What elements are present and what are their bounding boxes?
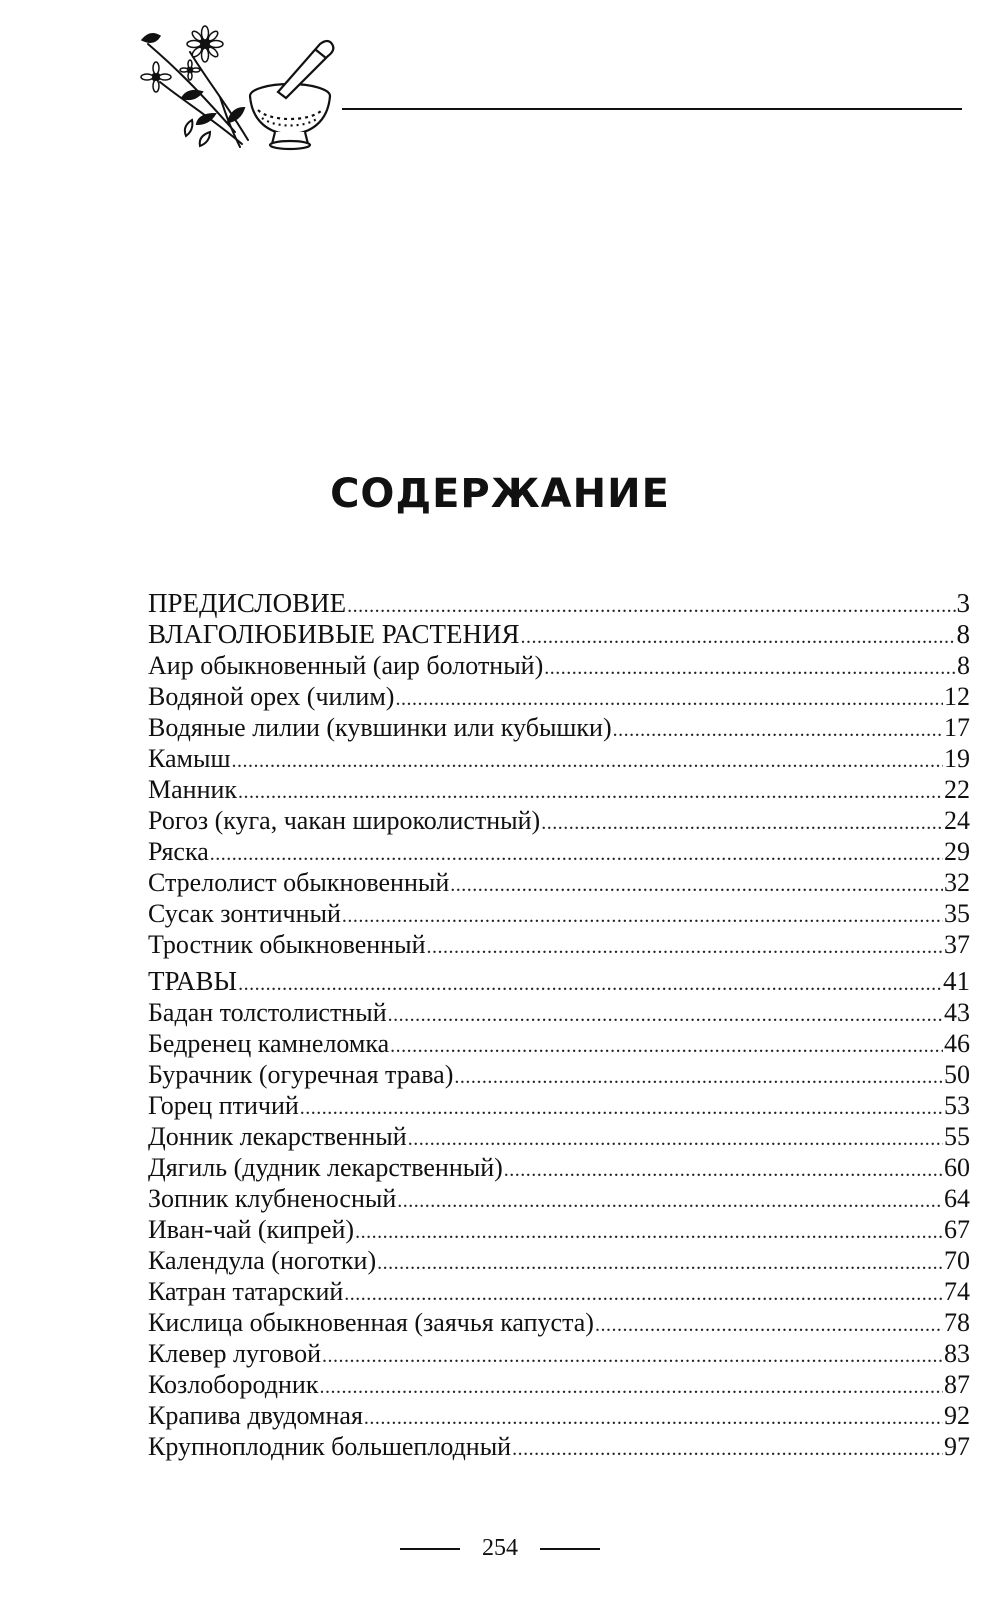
toc-page-number: 24 xyxy=(944,806,970,835)
toc-entry-label: Крупноплодник большеплодный xyxy=(148,1432,512,1461)
toc-entry-row xyxy=(148,1338,970,1369)
toc-entry-label: Бурачник (огуречная трава) xyxy=(148,1060,454,1089)
toc-page-number: 64 xyxy=(944,1184,970,1213)
toc-entry-label: Рогоз (куга, чакан широколистный) xyxy=(148,806,541,835)
toc-entry-row xyxy=(148,836,970,867)
toc-page-number: 97 xyxy=(944,1432,970,1461)
toc-page-number: 50 xyxy=(944,1060,970,1089)
toc-page-number: 17 xyxy=(944,713,970,742)
toc-page-number: 35 xyxy=(944,899,970,928)
toc-entry-row xyxy=(148,997,970,1028)
toc-page-number: 87 xyxy=(944,1370,970,1399)
toc-entry-label: Кислица обыкновенная (заячья капуста) xyxy=(148,1308,594,1337)
toc-entry-row xyxy=(148,1369,970,1400)
toc-leader-dots xyxy=(613,715,943,746)
toc-entry-row xyxy=(148,1214,970,1245)
toc-entry-row xyxy=(148,1152,970,1183)
toc-entry-row xyxy=(148,1090,970,1121)
toc-page-number: 53 xyxy=(944,1091,970,1120)
toc-entry-row xyxy=(148,867,970,898)
toc-entry-label: Зопник клубненосный xyxy=(148,1184,397,1213)
toc-entry-row xyxy=(148,1431,970,1462)
toc-leader-dots xyxy=(322,1341,943,1372)
footer-dash-left xyxy=(400,1548,460,1550)
toc-entry-row xyxy=(148,712,970,743)
toc-entry-label: Козлобородник xyxy=(148,1370,319,1399)
toc-entry-row xyxy=(148,1307,970,1338)
toc-entry-row xyxy=(148,898,970,929)
toc-page-number: 22 xyxy=(944,775,970,804)
toc-leader-dots xyxy=(408,1124,943,1155)
toc-page-number: 37 xyxy=(944,930,970,959)
toc-entry-label: Водяные лилии (кувшинки или кубышки) xyxy=(148,713,612,742)
toc-page-number: 43 xyxy=(944,998,970,1027)
toc-entry-row xyxy=(148,1121,970,1152)
footer-dash-right xyxy=(540,1548,600,1550)
toc-entry-label: Донник лекарственный xyxy=(148,1122,407,1151)
toc-leader-dots xyxy=(388,1000,943,1031)
toc-section-row xyxy=(148,619,970,650)
toc-section-row xyxy=(148,588,970,619)
toc-leader-dots xyxy=(520,622,955,653)
toc-entry-label: Тростник обыкновенный xyxy=(148,930,426,959)
table-of-contents xyxy=(148,588,970,1462)
toc-leader-dots xyxy=(390,1031,943,1062)
toc-page-number: 8 xyxy=(956,619,970,649)
toc-entry-label: Календула (ноготки) xyxy=(148,1246,377,1275)
toc-leader-dots xyxy=(238,969,942,1000)
toc-page-number: 83 xyxy=(944,1339,970,1368)
toc-page-number: 19 xyxy=(944,744,970,773)
toc-entry-label: Бедренец камнеломка xyxy=(148,1029,390,1058)
toc-leader-dots xyxy=(454,1062,943,1093)
toc-entry-label: ВЛАГОЛЮБИВЫЕ РАСТЕНИЯ xyxy=(148,619,520,649)
toc-leader-dots xyxy=(397,1186,943,1217)
toc-leader-dots xyxy=(231,746,943,777)
toc-entry-row xyxy=(148,1059,970,1090)
toc-leader-dots xyxy=(347,591,955,622)
toc-leader-dots xyxy=(377,1248,943,1279)
toc-leader-dots xyxy=(238,777,943,808)
toc-section-row xyxy=(148,966,970,997)
toc-leader-dots xyxy=(210,839,943,870)
toc-page-number: 8 xyxy=(957,651,970,680)
toc-page-number: 3 xyxy=(956,588,970,618)
toc-entry-row xyxy=(148,1183,970,1214)
herb-mortar-pestle-icon xyxy=(130,22,345,162)
toc-entry-label: Клевер луговой xyxy=(148,1339,322,1368)
toc-leader-dots xyxy=(395,684,943,715)
toc-entry-label: Аир обыкновенный (аир болотный) xyxy=(148,651,544,680)
toc-entry-label: Сусак зонтичный xyxy=(148,899,341,928)
toc-page-number: 41 xyxy=(943,966,970,996)
toc-leader-dots xyxy=(541,808,943,839)
toc-page-number: 70 xyxy=(944,1246,970,1275)
toc-leader-dots xyxy=(300,1093,943,1124)
toc-page-number: 32 xyxy=(944,868,970,897)
toc-entry-label: Катран татарский xyxy=(148,1277,344,1306)
toc-entry-label: ТРАВЫ xyxy=(148,966,238,996)
toc-leader-dots xyxy=(512,1434,943,1465)
toc-entry-label: Бадан толстолистный xyxy=(148,998,387,1027)
toc-entry-label: Горец птичий xyxy=(148,1091,299,1120)
toc-page-number: 55 xyxy=(944,1122,970,1151)
toc-leader-dots xyxy=(544,653,956,684)
toc-leader-dots xyxy=(427,932,943,963)
toc-entry-row xyxy=(148,681,970,712)
toc-entry-label: Стрелолист обыкновенный xyxy=(148,868,450,897)
toc-leader-dots xyxy=(504,1155,943,1186)
page-number: 254 xyxy=(482,1535,518,1561)
header-rule xyxy=(342,108,962,110)
toc-leader-dots xyxy=(342,901,943,932)
toc-leader-dots xyxy=(319,1372,943,1403)
toc-entry-row xyxy=(148,929,970,960)
page-title: СОДЕРЖАНИЕ xyxy=(330,471,670,517)
toc-page-number: 78 xyxy=(944,1308,970,1337)
toc-leader-dots xyxy=(344,1279,943,1310)
toc-page-number: 29 xyxy=(944,837,970,866)
toc-entry-label: Ряска xyxy=(148,837,209,866)
toc-entry-label: ПРЕДИСЛОВИЕ xyxy=(148,588,347,618)
toc-entry-row xyxy=(148,1028,970,1059)
toc-entry-label: Дягиль (дудник лекарственный) xyxy=(148,1153,503,1182)
toc-page-number: 67 xyxy=(944,1215,970,1244)
toc-page-number: 60 xyxy=(944,1153,970,1182)
toc-entry-label: Иван-чай (кипрей) xyxy=(148,1215,355,1244)
toc-entry-row xyxy=(148,1400,970,1431)
toc-page-number: 92 xyxy=(944,1401,970,1430)
toc-entry-row xyxy=(148,650,970,681)
toc-entry-label: Водяной орех (чилим) xyxy=(148,682,395,711)
toc-entry-label: Манник xyxy=(148,775,238,804)
toc-leader-dots xyxy=(450,870,943,901)
toc-entry-row xyxy=(148,805,970,836)
toc-page-number: 46 xyxy=(944,1029,970,1058)
toc-page-number: 12 xyxy=(944,682,970,711)
toc-entry-row xyxy=(148,1276,970,1307)
toc-entry-row xyxy=(148,774,970,805)
toc-entry-row xyxy=(148,743,970,774)
toc-leader-dots xyxy=(364,1403,943,1434)
toc-leader-dots xyxy=(595,1310,943,1341)
toc-page-number: 74 xyxy=(944,1277,970,1306)
toc-leader-dots xyxy=(355,1217,943,1248)
toc-entry-row xyxy=(148,1245,970,1276)
toc-entry-label: Камыш xyxy=(148,744,231,773)
page-footer xyxy=(0,1535,1000,1562)
toc-entry-label: Крапива двудомная xyxy=(148,1401,363,1430)
